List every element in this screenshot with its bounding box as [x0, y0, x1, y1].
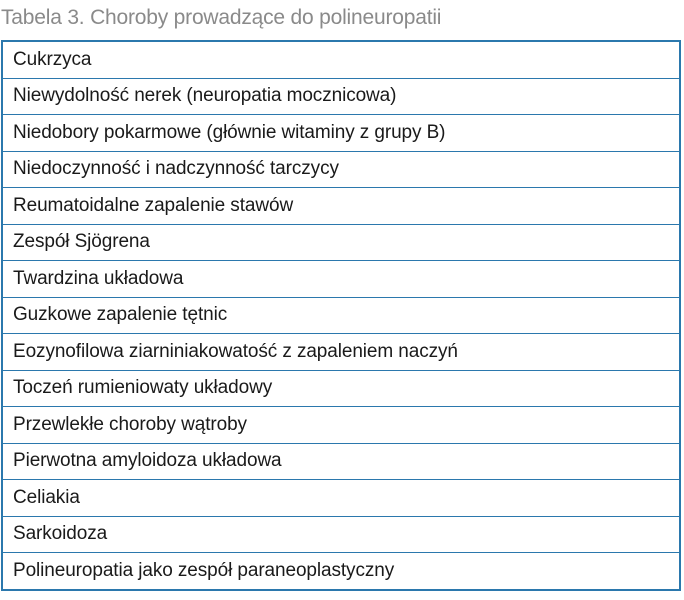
table-row — [2, 480, 680, 517]
table-cell: Twardzina układowa — [2, 261, 680, 298]
table-row — [2, 78, 680, 115]
table-cell: Niewydolność nerek (neuropatia mocznicowa) — [2, 78, 680, 115]
table-cell: Celiakia — [2, 480, 680, 517]
table-row — [2, 334, 680, 371]
table-row — [2, 261, 680, 298]
table-row — [2, 151, 680, 188]
table-row — [2, 443, 680, 480]
table-cell: Reumatoidalne zapalenie stawów — [2, 188, 680, 225]
table-cell: Guzkowe zapalenie tętnic — [2, 297, 680, 334]
table-cell: Zespół Sjögrena — [2, 224, 680, 261]
table-cell: Toczeń rumieniowaty układowy — [2, 370, 680, 407]
table-row — [2, 407, 680, 444]
table-cell: Cukrzyca — [13, 48, 92, 70]
table-cell: Niedobory pokarmowe (głównie witaminy z grupy B) — [2, 115, 680, 152]
table-cell: Pierwotna amyloidoza układowa — [2, 443, 680, 480]
table-row — [2, 370, 680, 407]
table-cell: Przewlekłe choroby wątroby — [2, 407, 680, 444]
table-row — [2, 224, 680, 261]
table-cell: Sarkoidoza — [2, 516, 680, 553]
table-row — [2, 516, 680, 553]
table-row — [2, 553, 680, 590]
table-cell: Niedoczynność i nadczynność tarczycy — [2, 151, 680, 188]
table-cell: Polineuropatia jako zespół paraneoplastyczny — [2, 553, 680, 590]
table-row — [2, 115, 680, 152]
table-row — [2, 41, 680, 78]
table-cell: Eozynofilowa ziarniniakowatość z zapaleniem naczyń — [2, 334, 680, 371]
table-caption: Tabela 3. Choroby prowadzące do polineuropatii — [1, 6, 442, 29]
table-row — [2, 297, 680, 334]
diseases-table — [1, 40, 681, 591]
table-row — [2, 188, 680, 225]
